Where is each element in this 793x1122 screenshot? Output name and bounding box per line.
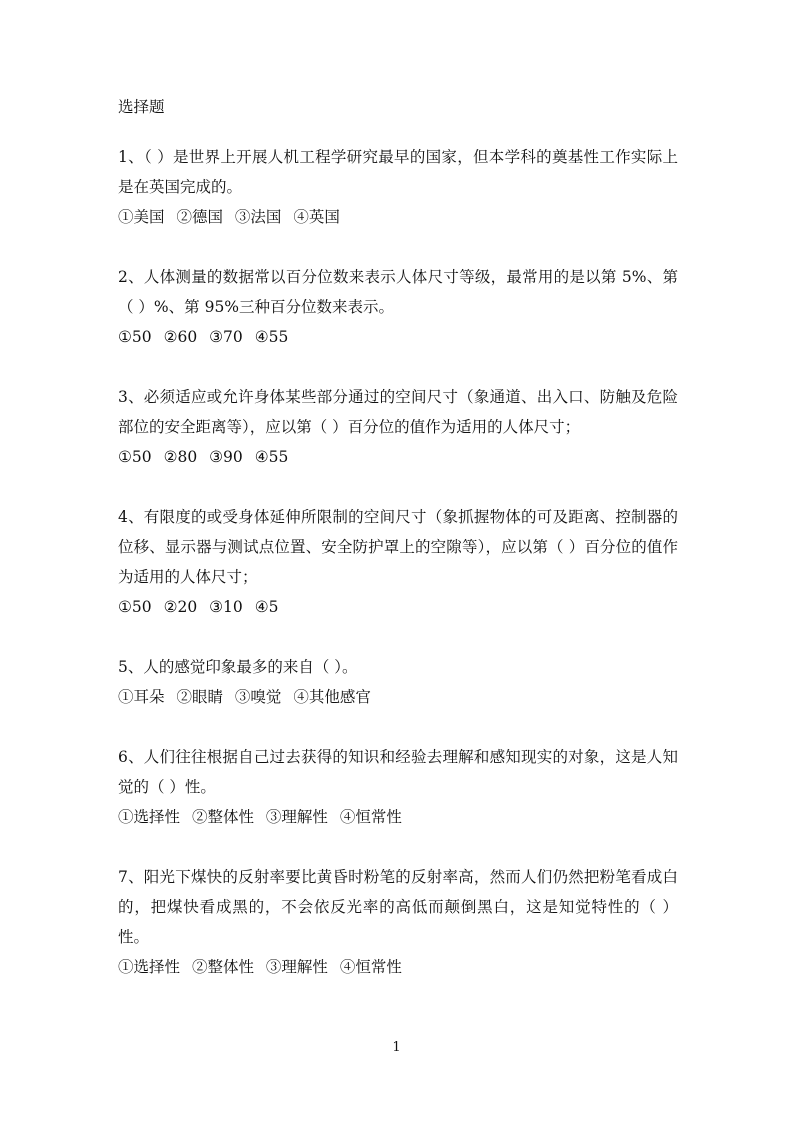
question-text: 2、人体测量的数据常以百分位数来表示人体尺寸等级，最常用的是以第 5%、第（ ）%、第 95%三种百分位数来表示。 [118, 268, 678, 316]
option-4: ④恒常性 [339, 958, 402, 976]
option-3: ③90 [209, 448, 243, 466]
option-3: ③70 [209, 328, 243, 346]
question-text: 1、（ ）是世界上开展人机工程学研究最早的国家，但本学科的奠基性工作实际上是在英国完成的。 [118, 148, 678, 196]
option-1: ①选择性 [118, 958, 181, 976]
option-1: ①50 [118, 448, 152, 466]
option-3: ③嗅觉 [234, 688, 282, 706]
answer-options [118, 322, 678, 352]
question-text: 3、必须适应或允许身体某些部分通过的空间尺寸（象通道、出入口、防触及危险部位的安全距离等），应以第（ ）百分位的值作为适用的人体尺寸； [118, 388, 678, 436]
option-4: ④55 [254, 328, 289, 346]
option-4: ④5 [254, 598, 279, 616]
option-3: ③法国 [234, 208, 282, 226]
option-3: ③10 [209, 598, 243, 616]
page-number: 1 [392, 1040, 401, 1055]
question-4 [118, 502, 678, 622]
option-3: ③理解性 [265, 958, 328, 976]
option-1: ①50 [118, 328, 152, 346]
option-3: ③理解性 [265, 808, 328, 826]
question-3 [118, 382, 678, 472]
answer-options [118, 802, 678, 832]
document-page [118, 92, 678, 1012]
question-text: 6、人们往往根据自己过去获得的知识和经验去理解和感知现实的对象，这是人知觉的（ ）性。 [118, 748, 678, 796]
answer-options [118, 682, 678, 712]
answer-options [118, 442, 678, 472]
option-2: ②眼睛 [176, 688, 223, 706]
option-2: ②80 [163, 448, 198, 466]
answer-options [118, 952, 678, 982]
option-4: ④英国 [293, 208, 340, 226]
section-heading: 选择题 [118, 98, 165, 116]
option-2: ②60 [163, 328, 198, 346]
question-2 [118, 262, 678, 352]
option-4: ④55 [254, 448, 289, 466]
question-7 [118, 862, 678, 982]
option-1: ①耳朵 [118, 688, 165, 706]
option-2: ②20 [163, 598, 198, 616]
question-5 [118, 652, 678, 712]
question-text: 7、阳光下煤快的反射率要比黄昏时粉笔的反射率高，然而人们仍然把粉笔看成白的，把煤快看成黑的，不会依反光率的高低而颠倒黑白，这是知觉特性的（ ）性。 [118, 868, 678, 946]
answer-options [118, 202, 678, 232]
option-1: ①50 [118, 598, 152, 616]
question-1 [118, 142, 678, 232]
option-2: ②德国 [176, 208, 223, 226]
question-text: 4、有限度的或受身体延伸所限制的空间尺寸（象抓握物体的可及距离、控制器的位移、显示器与测试点位置、安全防护罩上的空隙等），应以第（ ）百分位的值作为适用的人体尺寸； [118, 508, 678, 586]
option-4: ④其他感官 [293, 688, 371, 706]
option-4: ④恒常性 [339, 808, 402, 826]
question-6 [118, 742, 678, 832]
answer-options [118, 592, 678, 622]
question-text: 5、人的感觉印象最多的来自（ ）。 [118, 658, 358, 676]
option-2: ②整体性 [191, 808, 254, 826]
option-2: ②整体性 [191, 958, 254, 976]
option-1: ①美国 [118, 208, 165, 226]
option-1: ①选择性 [118, 808, 181, 826]
